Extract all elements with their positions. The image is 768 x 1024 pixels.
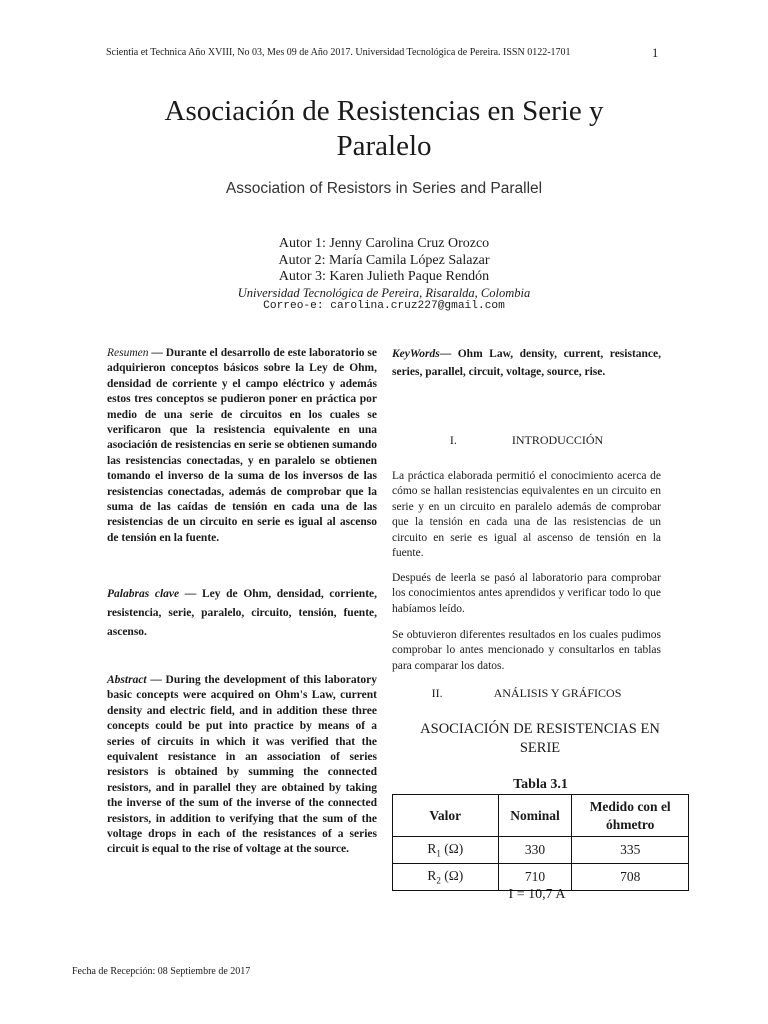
table-header-cell: Valor <box>393 795 499 837</box>
paper-subtitle: Association of Resistors in Series and Parallel <box>225 180 543 197</box>
keywords-text: Ohm Law, density, current, resistance, series, parallel, circuit, voltage, source, rise. <box>392 348 662 378</box>
section-number: I. <box>449 433 457 447</box>
subscript: 2 <box>436 875 441 886</box>
palabras-clave-separator: — <box>179 588 202 600</box>
abstract-paragraph <box>107 673 377 858</box>
unit: (Ω) <box>440 868 464 884</box>
intro-paragraph-3: Se obtuvieron diferentes resultados en los cuales pudimos comprobar lo antes mencionado y consultarlos en tablas para comparar los datos. <box>392 629 661 672</box>
symbol: R <box>427 841 437 857</box>
abstract-text: During the development of this laboratory basic concepts were acquired on Ohm's Law, current density and electric field, and in addition these three concepts could be put into practice by means of a series of circuits in which it was verified that the equivalent resistance in an association of series resistors is obtained by summing the connected resistors, and in parallel they are obtained by taking the inverse of the sum of the inverse of the connected resistors, in addition to verifying that the sum of the voltage drops in each of the resistances of a series circuit is equal to the rise of voltage at the source. <box>107 674 378 856</box>
abstract-label: Abstract <box>107 674 147 686</box>
data-table <box>392 794 689 891</box>
palabras-clave-text: Ley de Ohm, densidad, corriente, resistencia, serie, paralelo, circuito, tensión, fuente, ascenso. <box>107 588 378 638</box>
intro-paragraph-1: La práctica elaborada permitió el conocimiento acerca de cómo se hallan resistencias equivalentes en un circuito en serie y en un circuito en paralelo además de comprobar que la tensión en cada una de las resistencias de un circuito en serie es igual al ascenso de tensión en la fuente. <box>392 470 661 560</box>
paper-title-line-2: Paralelo <box>336 130 432 162</box>
palabras-clave-paragraph <box>107 585 377 642</box>
abstract-separator: — <box>146 674 166 686</box>
keywords-separator: — <box>439 348 458 360</box>
affiliation: Universidad Tecnológica de Pereira, Risaralda, Colombia <box>237 286 531 300</box>
author-1: Autor 1: Jenny Carolina Cruz Orozco <box>278 236 490 251</box>
resumen-paragraph <box>107 346 377 546</box>
keywords-paragraph <box>392 346 661 381</box>
resumen-label: Resumen <box>107 347 149 359</box>
table-cell: 708 <box>572 864 689 891</box>
author-list <box>60 236 708 286</box>
running-header: Scientia et Technica Año XVIII, No 03, Mes 09 de Año 2017. Universidad Tecnológica de Pereira. ISSN 0122-1701 <box>106 47 571 58</box>
reception-date-footer: Fecha de Recepción: 08 Septiembre de 2017 <box>72 966 251 977</box>
table-cell: 710 <box>498 864 572 891</box>
section-title: INTRODUCCIÓN <box>511 433 604 447</box>
subsection-heading: ASOCIACIÓN DE RESISTENCIAS EN SERIE <box>420 721 660 756</box>
resumen-separator: — <box>148 347 166 359</box>
section-heading-introduccion <box>392 433 661 448</box>
resumen-text: Durante el desarrollo de este laboratorio se adquirieron conceptos básicos sobre la Ley de Ohm, densidad de corriente y el campo eléctrico y además estos tres conceptos se pudieron poner en práctica por medio de una serie de circuitos en los cuales se verificaron que la resistencia equivalente en una asociación de resistencias en serie se obtienen sumando las resistencias conectadas, y en paralelo se obtienen tomando el inverso de la suma de los inversos de las resistencias conectadas, además de comprobar que la suma de las caídas de tensión en cada una de las resistencias de un circuito en serie es igual al ascenso de tensión en la fuente. <box>107 347 378 544</box>
page-number: 1 <box>652 46 659 60</box>
table-header-cell: Nominal <box>498 795 572 837</box>
table-cell-label <box>393 837 499 864</box>
table-header-row <box>393 795 689 837</box>
paper-title <box>60 94 708 164</box>
intro-paragraph-2: Después de leerla se pasó al laboratorio para comprobar los conocimientos antes aprendidos y verificar todo lo que habíamos leído. <box>392 572 661 615</box>
contact-email: Correo-e: carolina.cruz227@gmail.com <box>263 300 505 312</box>
author-2: Autor 2: María Camila López Salazar <box>278 252 490 268</box>
section-heading-analisis <box>392 686 661 701</box>
subscript: 1 <box>436 848 441 859</box>
palabras-clave-label: Palabras clave <box>107 588 180 600</box>
table-row <box>393 837 689 864</box>
table-note: I = 10,7 A <box>508 887 566 902</box>
symbol: R <box>427 868 437 884</box>
table-header-cell: Medido con el óhmetro <box>572 795 689 837</box>
paper-title-line-1: Asociación de Resistencias en Serie y <box>164 95 604 127</box>
section-title: ANÁLISIS Y GRÁFICOS <box>493 686 622 700</box>
table-cell: 335 <box>572 837 689 864</box>
table-cell: 330 <box>498 837 572 864</box>
table-caption: Tabla 3.1 <box>513 777 568 792</box>
unit: (Ω) <box>440 841 464 857</box>
keywords-label: KeyWords <box>392 348 440 360</box>
section-number: II. <box>431 686 443 700</box>
author-3: Autor 3: Karen Julieth Paque Rendón <box>278 269 490 284</box>
